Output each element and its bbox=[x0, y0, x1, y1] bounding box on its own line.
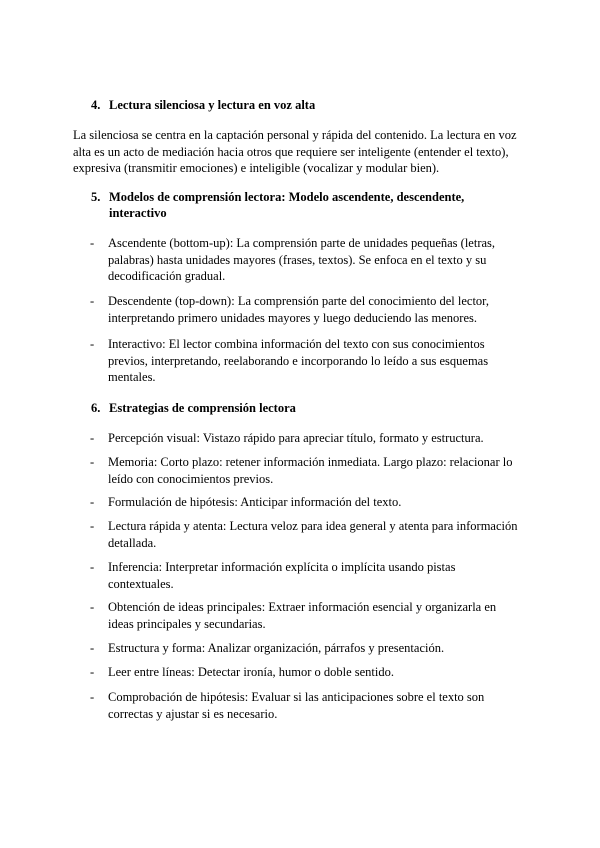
section-heading-4 bbox=[91, 97, 511, 113]
bullet-dash: - bbox=[90, 455, 95, 469]
list-item-text: Comprobación de hipótesis: Evaluar si las anticipaciones sobre el texto son correctas y ajustar si es necesario. bbox=[108, 690, 485, 721]
list-item-text: Percepción visual: Vistazo rápido para apreciar título, formato y estructura. bbox=[108, 431, 484, 445]
bullet-dash: - bbox=[90, 690, 95, 704]
list-item-text: Leer entre líneas: Detectar ironía, humor o doble sentido. bbox=[108, 665, 395, 679]
list-item bbox=[90, 293, 520, 326]
section-title: Lectura silenciosa y lectura en voz alta bbox=[109, 98, 316, 112]
list-item-text: Obtención de ideas principales: Extraer información esencial y organizarla en ideas principales y secundarias. bbox=[108, 600, 497, 631]
list-item-text: Lectura rápida y atenta: Lectura veloz para idea general y atenta para información detallada. bbox=[108, 519, 518, 550]
bullet-dash: - bbox=[90, 337, 95, 351]
bullet-dash: - bbox=[90, 519, 95, 533]
bullet-dash: - bbox=[90, 641, 95, 655]
section-4-paragraph: La silenciosa se centra en la captación personal y rápida del contenido. La lectura en voz alta es un acto de mediación hacia otros que requiere ser inteligente (entender el texto), expresiva (transmitir emociones) e inteligible (vocalizar y modular bien). bbox=[73, 128, 517, 175]
list-item-text: Ascendente (bottom-up): La comprensión parte de unidades pequeñas (letras, palabras) hasta unidades mayores (frases, textos). Se enfoca en el texto y su decodificación gradual. bbox=[108, 236, 496, 283]
bullet-dash: - bbox=[90, 294, 95, 308]
list-item bbox=[90, 640, 520, 657]
section-number: 6. bbox=[91, 401, 101, 415]
list-item bbox=[90, 559, 520, 592]
list-item-text: Inferencia: Interpretar información explícita o implícita usando pistas contextuales. bbox=[108, 560, 456, 591]
section-title: Estrategias de comprensión lectora bbox=[109, 401, 296, 415]
bullet-dash: - bbox=[90, 665, 95, 679]
bullet-dash: - bbox=[90, 560, 95, 574]
list-item-text: Formulación de hipótesis: Anticipar información del texto. bbox=[108, 495, 402, 509]
bullet-dash: - bbox=[90, 431, 95, 445]
list-item-text: Memoria: Corto plazo: retener información inmediata. Largo plazo: relacionar lo leído con conocimientos previos. bbox=[108, 455, 513, 486]
list-item bbox=[90, 689, 520, 722]
bullet-dash: - bbox=[90, 236, 95, 250]
section-number: 5. bbox=[91, 190, 101, 204]
section-number: 4. bbox=[91, 98, 101, 112]
list-item bbox=[90, 599, 520, 632]
section-title: Modelos de comprensión lectora: Modelo ascendente, descendente, interactivo bbox=[109, 190, 465, 220]
list-item bbox=[90, 454, 520, 487]
list-item bbox=[90, 336, 520, 386]
list-item bbox=[90, 430, 520, 447]
bullet-dash: - bbox=[90, 600, 95, 614]
list-item-text: Interactivo: El lector combina información del texto con sus conocimientos previos, interpretando, reelaborando e incorporando lo leído a sus esquemas mentales. bbox=[108, 337, 489, 384]
section-heading-6 bbox=[91, 400, 511, 416]
list-item bbox=[90, 235, 520, 285]
list-item-text: Estructura y forma: Analizar organización, párrafos y presentación. bbox=[108, 641, 445, 655]
list-item bbox=[90, 494, 520, 511]
section-heading-5 bbox=[91, 189, 511, 221]
list-item bbox=[90, 664, 520, 681]
bullet-dash: - bbox=[90, 495, 95, 509]
list-item bbox=[90, 518, 520, 551]
list-item-text: Descendente (top-down): La comprensión parte del conocimiento del lector, interpretando primero unidades mayores y luego deduciendo las menores. bbox=[108, 294, 489, 325]
